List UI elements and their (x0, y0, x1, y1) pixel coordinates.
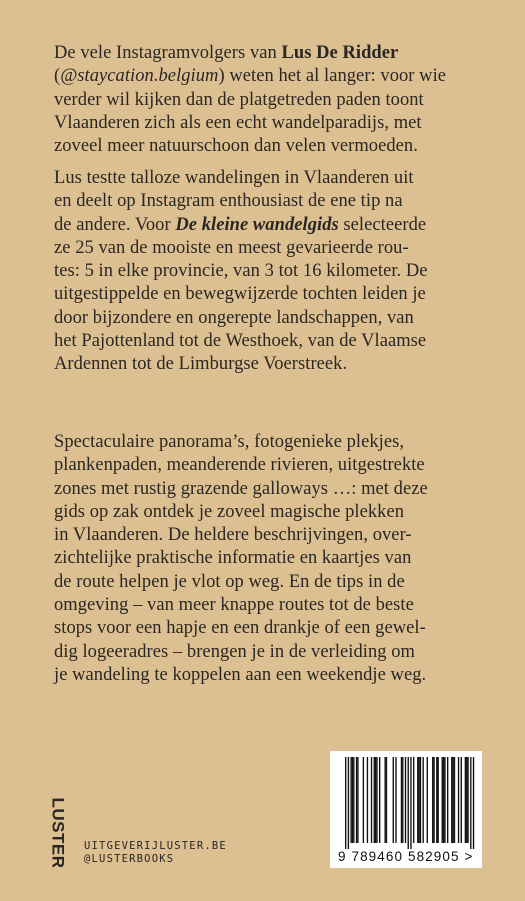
paragraph-2-segment-1: Lus testte talloze wandelingen in Vlaanderen uit en deelt op Instagram enthousiast de ene tip na de andere. Voor (54, 168, 414, 235)
barcode-bar (356, 757, 357, 843)
barcode-bar (410, 757, 411, 849)
paragraph-1-segment-2: Lus De Ridder (281, 43, 399, 63)
barcode-bar (374, 757, 375, 843)
paragraph-1-segment-4: @staycation.belgium (60, 66, 219, 87)
barcode-bar (379, 757, 380, 843)
barcode-bar (432, 757, 433, 843)
barcode-bar (452, 757, 453, 843)
barcode-bar (401, 757, 402, 843)
barcode-bar (437, 757, 438, 843)
paragraph-1-segment-3: ( (54, 66, 61, 87)
barcode-bar (417, 757, 418, 843)
barcode-bar (384, 757, 385, 843)
barcode-bar (405, 757, 406, 843)
barcode-bar (348, 757, 349, 849)
paragraph-1-segment-1: De vele Instagramvolgers van (54, 43, 282, 63)
barcode-bar (467, 757, 468, 843)
barcode-bar (371, 757, 372, 843)
blurb-paragraph-2 (54, 167, 476, 377)
isbn-barcode (330, 751, 482, 868)
barcode-bar (423, 757, 424, 843)
barcode-bar (395, 757, 396, 843)
barcode-bar (447, 757, 448, 843)
barcode-bar (402, 757, 403, 843)
paragraph-3-segment-1: Spectaculaire panorama’s, fotogenieke plekjes, plankenpaden, meanderende rivieren, uitgestrekte zones met rustig grazende galloways …: met deze gids op zak ontdek je zoveel magische plekken in Vlaanderen. De heldere beschrijvingen, over- zichtelijke praktische informatie en kaartjes van de route helpen je vlot op weg. En de tips in de omgeving – van meer knappe routes tot de beste stops voor een hapje en een drankje of een gewel- dig logeeradres – brengen je in de verleiding om je wandeling te koppelen aan een weekendje weg. (54, 432, 428, 685)
paragraph-2-segment-2: De kleine wandelgids (175, 214, 339, 235)
barcode-bar (458, 757, 459, 843)
barcode-bar (413, 757, 414, 843)
barcode-bar (461, 757, 462, 843)
barcode-bar (470, 757, 471, 849)
barcode-bar (352, 757, 353, 843)
barcode-bar (473, 757, 474, 849)
barcode-bar (443, 757, 444, 843)
barcode-bar (442, 757, 443, 843)
barcode-bar (420, 757, 421, 843)
publisher-info (84, 840, 227, 866)
barcode-bar (357, 757, 358, 843)
paragraph-1-segment-5: ) weten het al langer: voor wie verder wil kijken dan de platgetreden paden toont Vlaanderen zich als een echt wandelparadijs, met zoveel meer natuurschoon dan velen vermoeden. (54, 66, 447, 157)
isbn-number: 9 789460 582905 > (338, 849, 474, 864)
barcode-bar (466, 757, 467, 843)
blurb-paragraph-3 (54, 431, 476, 687)
barcode-bar (345, 757, 346, 849)
barcode-bar (444, 757, 445, 843)
blurb-paragraph-1 (54, 42, 476, 158)
barcode-bar (418, 757, 419, 843)
publisher-website: UITGEVERIJLUSTER.BE (84, 840, 227, 852)
barcode-bar (451, 757, 452, 843)
paragraph-2-segment-3: selecteerde ze 25 van de mooiste en meest gevarieerde rou- tes: 5 in elke provincie, van 3 tot 16 kilometer. De uitgestippelde en bewegwijzerde tochten leiden je door bijzondere en ongerepte landschappen, van het Pajottenland tot de Westhoek, van de Vlaamse Ardennen tot de Limburgse Voerstreek. (54, 214, 428, 375)
barcode-bar (454, 757, 455, 843)
publisher-handle: @LUSTERBOOKS (84, 853, 175, 865)
barcode-bars (330, 751, 482, 851)
publisher-logo-text: LUSTER (48, 797, 67, 869)
barcode-bar (393, 757, 394, 843)
barcode-bar (350, 757, 351, 843)
barcode-bar (436, 757, 437, 843)
barcode-bar (363, 757, 364, 843)
barcode-bar (376, 757, 377, 843)
barcode-bar (465, 757, 466, 843)
barcode-bar (408, 757, 409, 849)
barcode-bar (433, 757, 434, 843)
barcode-bar (367, 757, 368, 843)
barcode-bar (353, 757, 354, 843)
barcode-bar (386, 757, 387, 843)
barcode-bar (427, 757, 428, 843)
publisher-logo (46, 797, 68, 869)
barcode-bar (375, 757, 376, 843)
